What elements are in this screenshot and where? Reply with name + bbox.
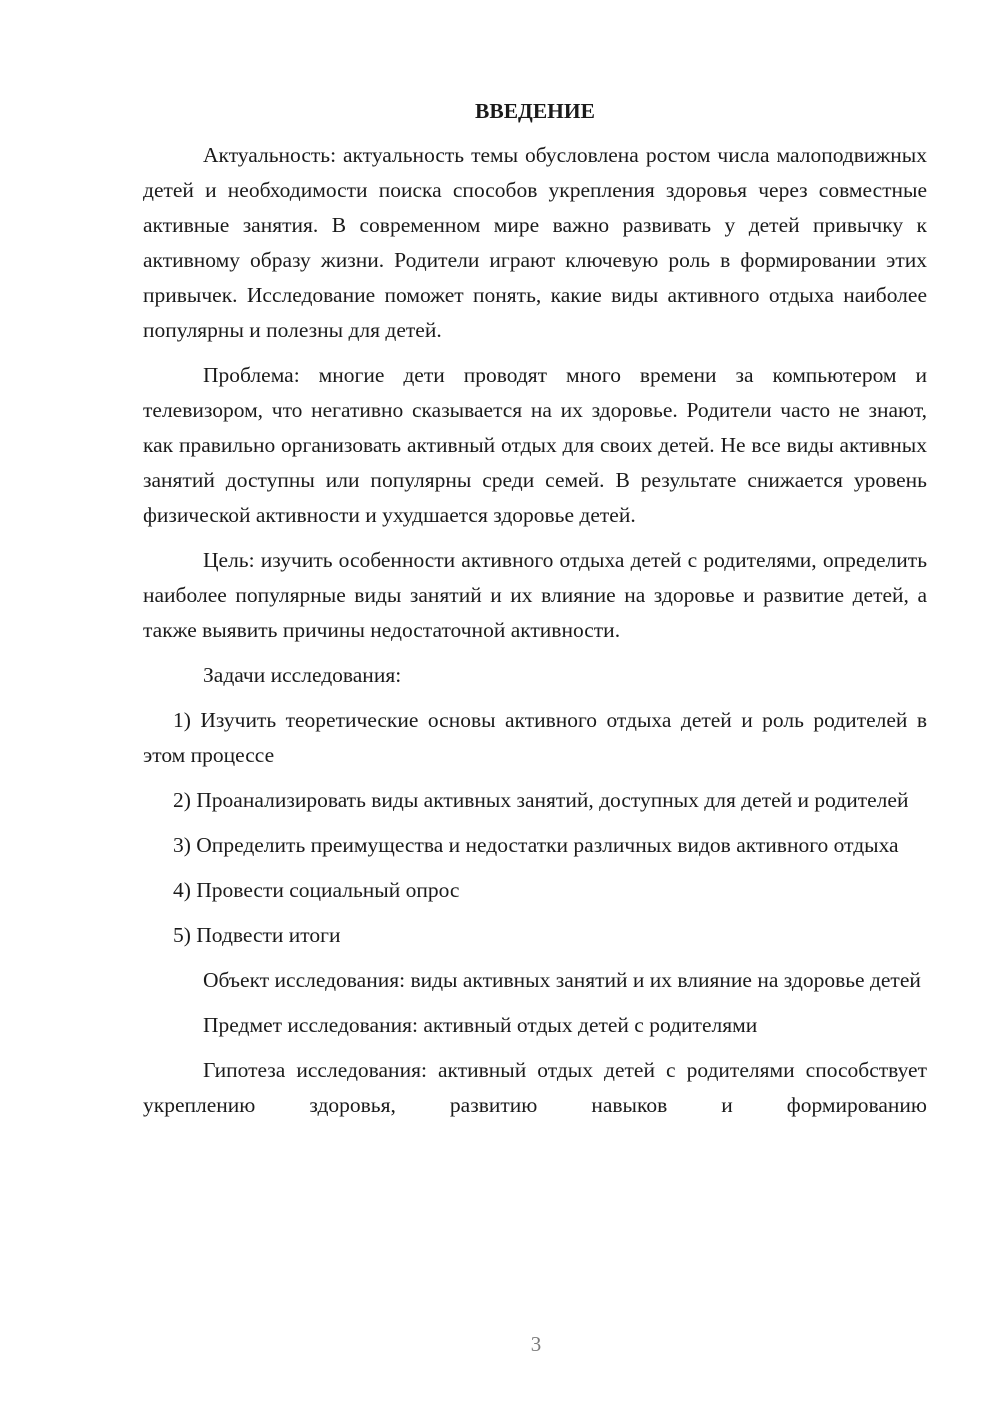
list-item: 3) Определить преимущества и недостатки различных видов активного отдыха bbox=[173, 833, 899, 857]
page-title: ВВЕДЕНИЕ bbox=[475, 99, 595, 123]
problem-paragraph: Проблема: многие дети проводят много времени за компьютером и телевизором, что негативно сказывается на их здоровье. Родители часто не знают, как правильно организовать активный отдых для своих детей. Не все виды активных занятий доступны или популярны среди семей. В результате снижается уровень физической активности и ухудшается здоровье детей. bbox=[143, 363, 927, 527]
relevance-paragraph: Актуальность: актуальность темы обусловлена ростом числа малоподвижных детей и необходимости поиска способов укрепления здоровья через совместные активные занятия. В современном мире важно развивать у детей привычку к активному образу жизни. Родители играют ключевую роль в формировании этих привычек. Исследование поможет понять, какие виды активного отдыха наиболее популярны и полезны для детей. bbox=[143, 143, 927, 342]
tasks-heading: Задачи исследования: bbox=[203, 663, 402, 687]
research-subject-paragraph: Предмет исследования: активный отдых детей с родителями bbox=[203, 1013, 758, 1037]
research-object-paragraph: Объект исследования: виды активных занятий и их влияние на здоровье детей bbox=[203, 968, 921, 992]
document-page bbox=[143, 96, 927, 1133]
hypothesis-paragraph: Гипотеза исследования: активный отдых детей с родителями способствует укреплению здоровья, развитию навыков и формированию bbox=[143, 1058, 927, 1117]
list-item: 5) Подвести итоги bbox=[173, 923, 341, 947]
list-item: 4) Провести социальный опрос bbox=[173, 878, 460, 902]
tasks-list bbox=[143, 703, 927, 953]
list-item: 2) Проанализировать виды активных занятий, доступных для детей и родителей bbox=[173, 788, 909, 812]
page-number: 3 bbox=[530, 1332, 542, 1356]
list-item: 1) Изучить теоретические основы активного отдыха детей и роль родителей в этом процессе bbox=[143, 708, 927, 767]
goal-paragraph: Цель: изучить особенности активного отдыха детей с родителями, определить наиболее популярные виды занятий и их влияние на здоровье и развитие детей, а также выявить причины недостаточной активности. bbox=[143, 548, 927, 642]
